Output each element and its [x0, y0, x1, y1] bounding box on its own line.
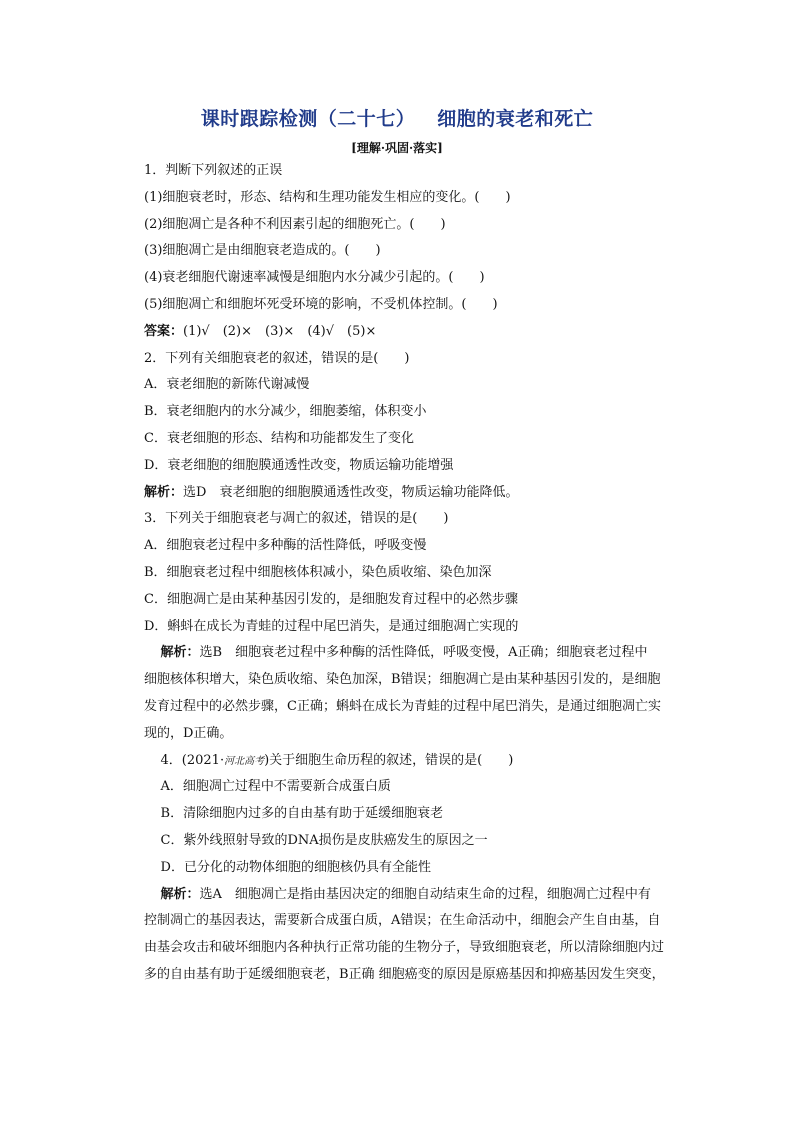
q4-stem-source: 河北高考 — [224, 755, 265, 767]
q1-item-3: (3)细胞凋亡是由细胞衰老造成的。( ) — [144, 243, 381, 259]
q3-analysis-line-2: 细胞核体积增大，染色质收缩、染色加深，B错误；细胞凋亡是由某种基因引发的，是细胞 — [144, 672, 661, 688]
q3-option-d: D．蝌蚪在成长为青蛙的过程中尾巴消失，是通过细胞凋亡实现的 — [144, 618, 519, 634]
q4-option-d-text: D．已分化的动物体细胞的细胞核仍具有全能性 — [160, 859, 431, 875]
title-part-1: 课时跟踪检测（二十七） — [200, 108, 416, 130]
q2-option-d: D．衰老细胞的细胞膜通透性改变，物质运输功能增强 — [144, 457, 454, 473]
q4-analysis-line-2: 控制凋亡的基因表达，需要新合成蛋白质，A错误；在生命活动中，细胞会产生自由基，自 — [144, 913, 661, 929]
q2-option-c: C．衰老细胞的形态、结构和功能都发生了变化 — [144, 430, 414, 446]
q2-option-b: B．衰老细胞内的水分减少，细胞萎缩，体积变小 — [144, 404, 427, 420]
q1-item-1: (1)细胞衰老时，形态、结构和生理功能发生相应的变化。( ) — [144, 189, 511, 205]
q3-stem: 3．下列关于细胞衰老与凋亡的叙述，错误的是( ) — [144, 511, 449, 527]
q3-analysis-text-1: 选B 细胞衰老过程中多种酶的活性降低，呼吸变慢，A正确；细胞衰老过程中 — [199, 645, 648, 661]
q3-analysis-line-1 — [144, 640, 682, 667]
q4-analysis-line-3: 由基会攻击和破坏细胞内各种执行正常功能的生物分子，导致细胞衰老，所以清除细胞内过 — [144, 940, 665, 956]
q2-analysis — [144, 480, 682, 507]
q2-analysis-label: 解析： — [144, 484, 184, 500]
q4-stem-suffix: )关于细胞生命历程的叙述，错误的是( ) — [264, 752, 514, 768]
q3-analysis-label: 解析： — [160, 645, 200, 661]
q4-option-c-text: C．紫外线照射导致的DNA损伤是皮肤癌发生的原因之一 — [160, 832, 488, 848]
q3-analysis-line-4: 现的，D正确。 — [144, 725, 233, 741]
q4-stem — [144, 748, 682, 775]
q2-analysis-text: 选D 衰老细胞的细胞膜通透性改变，物质运输功能降低。 — [183, 484, 519, 500]
q1-item-4: (4)衰老细胞代谢速率减慢是细胞内水分减少引起的。( ) — [144, 270, 485, 286]
page-title — [0, 104, 794, 131]
q4-option-b-text: B．清除细胞内过多的自由基有助于延缓细胞衰老 — [160, 806, 444, 822]
q1-stem: 1．判断下列叙述的正误 — [144, 163, 283, 178]
q2-option-a: A．衰老细胞的新陈代谢减慢 — [144, 377, 310, 393]
q4-analysis-label: 解析： — [160, 886, 200, 902]
q3-option-b: B．细胞衰老过程中细胞核体积减小，染色质收缩、染色加深 — [144, 564, 492, 580]
q1-answer-label: 答案： — [144, 323, 184, 339]
q4-option-b — [144, 801, 682, 828]
q4-option-d — [144, 855, 682, 882]
q4-analysis-text-1: 选A 细胞凋亡是指由基因决定的细胞自动结束生命的过程，细胞凋亡过程中有 — [199, 886, 651, 902]
document-body — [144, 158, 682, 989]
q4-analysis-line-4: 多的自由基有助于延缓细胞衰老，B正确 细胞癌变的原因是原癌基因和抑癌基因发生突变， — [144, 966, 665, 982]
q1-answer-text: (1)√ (2)× (3)× (4)√ (5)× — [183, 323, 377, 339]
q4-option-a — [144, 774, 682, 801]
q3-option-a: A．细胞衰老过程中多种酶的活性降低，呼吸变慢 — [144, 538, 427, 554]
q4-stem-prefix: 4．(2021· — [160, 752, 225, 768]
q1-item-2: (2)细胞凋亡是各种不利因素引起的细胞死亡。( ) — [144, 216, 446, 232]
page-subtitle: [理解·巩固·落实] — [351, 141, 443, 155]
q2-stem: 2．下列有关细胞衰老的叙述，错误的是( ) — [144, 350, 410, 366]
title-part-2: 细胞的衰老和死亡 — [437, 108, 594, 130]
q1-item-5: (5)细胞凋亡和细胞坏死受环境的影响，不受机体控制。( ) — [144, 296, 498, 312]
q1-answer — [144, 319, 682, 346]
q3-option-c: C．细胞凋亡是由某种基因引发的，是细胞发育过程中的必然步骤 — [144, 591, 518, 607]
q4-option-a-text: A．细胞凋亡过程中不需要新合成蛋白质 — [160, 779, 391, 795]
q4-analysis-line-1 — [144, 882, 682, 909]
q3-analysis-line-3: 发育过程中的必然步骤，C正确；蝌蚪在成长为青蛙的过程中尾巴消失，是通过细胞凋亡实 — [144, 698, 661, 714]
q4-option-c — [144, 828, 682, 855]
